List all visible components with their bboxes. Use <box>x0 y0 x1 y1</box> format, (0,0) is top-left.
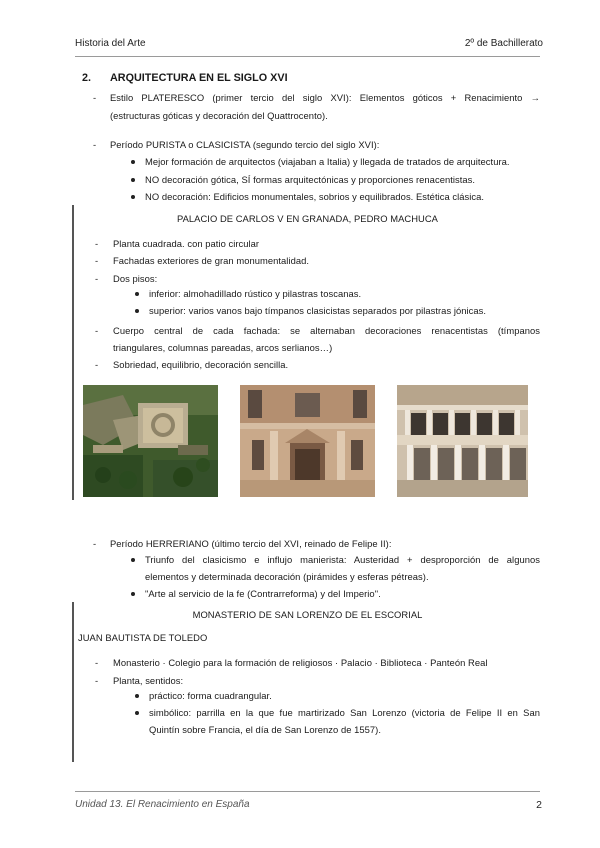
aerial-view-image <box>83 385 218 497</box>
escorial-item-2: Planta, sentidos: <box>113 675 184 686</box>
herreriano-b1-line1: Triunfo del clasicismo e influjo manierista: Austeridad + desproporción de algunos <box>145 554 540 565</box>
planta-simbolico-line2: Quintín sobre Francia, el día de San Lorenzo de 1557). <box>149 724 382 735</box>
footer-unit: Unidad 13. El Renacimiento en España <box>75 799 250 810</box>
dash-marker: - <box>93 139 97 150</box>
palacio-item-3: Dos pisos: <box>113 273 158 284</box>
dash-marker: - <box>95 238 99 249</box>
piso-inferior: inferior: almohadillado rústico y pilastras toscanas. <box>149 288 362 299</box>
dash-marker: - <box>95 325 99 336</box>
bullet-icon <box>135 711 139 715</box>
escorial-item-1: Monasterio · Colegio para la formación de religiosos · Palacio · Biblioteca · Panteón Real <box>113 657 488 668</box>
palacio-sobriedad: Sobriedad, equilibrio, decoración sencilla. <box>113 359 289 370</box>
header-rule <box>75 56 540 57</box>
dash-marker: - <box>95 359 99 370</box>
palacio-item-1: Planta cuadrada. con patio circular <box>113 238 260 249</box>
escorial-author: JUAN BAUTISTA DE TOLEDO <box>78 632 208 643</box>
piso-superior: superior: varios vanos bajo tímpanos clasicistas separados por pilastras jónicas. <box>149 305 487 316</box>
cuerpo-line2: triangulares, columnas pareadas, arcos serlianos…) <box>113 342 333 353</box>
plateresco-line2: (estructuras góticas y decoración del Quattrocento). <box>110 110 328 121</box>
dash-marker: - <box>95 273 99 284</box>
bullet-icon <box>131 160 135 164</box>
dash-marker: - <box>95 255 99 266</box>
cuerpo-line1: Cuerpo central de cada fachada: se alternaban decoraciones renacentistas (tímpanos <box>113 325 540 336</box>
footer-rule <box>75 791 540 792</box>
bullet-icon <box>131 592 135 596</box>
herreriano-b1-line2: elementos y determinada decoración (pirámides y esferas pétreas). <box>145 571 429 582</box>
herreriano-b2: "Arte al servicio de la fe (Contrarreforma) y del Imperio". <box>145 588 381 599</box>
palacio-item-2: Fachadas exteriores de gran monumentalidad. <box>113 255 310 266</box>
dash-marker: - <box>95 675 99 686</box>
herreriano-heading: Período HERRERIANO (último tercio del XVI, reinado de Felipe II): <box>110 538 392 549</box>
page-number: 2 <box>536 799 542 811</box>
plateresco-line1: Estilo PLATERESCO (primer tercio del siglo XVI): Elementos góticos + Renacimiento → <box>110 92 540 103</box>
planta-simbolico-line1: simbólico: parrilla en la que fue martirizado San Lorenzo (victoria de Felipe II en San <box>149 707 540 718</box>
facade-image <box>240 385 375 497</box>
section-number: 2. <box>82 72 92 84</box>
purista-bullet-1: Mejor formación de arquitectos (viajaban a Italia) y llegada de tratados de arquitectura. <box>145 156 510 167</box>
purista-bullet-2: NO decoración gótica, SÍ formas arquitectónicas y proporciones renacentistas. <box>145 174 476 185</box>
bullet-icon <box>135 694 139 698</box>
bullet-icon <box>131 558 135 562</box>
bullet-icon <box>135 292 139 296</box>
planta-practico: práctico: forma cuadrangular. <box>149 690 272 701</box>
margin-bar <box>72 602 74 762</box>
header-subject: Historia del Arte <box>75 38 146 49</box>
bullet-icon <box>131 195 135 199</box>
bullet-icon <box>131 178 135 182</box>
dash-marker: - <box>95 657 99 668</box>
header-course: 2º de Bachillerato <box>464 38 543 49</box>
dash-marker: - <box>93 538 97 549</box>
courtyard-image <box>397 385 528 497</box>
dash-marker: - <box>93 92 97 103</box>
escorial-title: MONASTERIO DE SAN LORENZO DE EL ESCORIAL <box>192 609 423 620</box>
margin-bar <box>72 205 74 500</box>
purista-heading: Período PURISTA o CLASICISTA (segundo tercio del siglo XVI): <box>110 139 380 150</box>
bullet-icon <box>135 309 139 313</box>
palacio-title: PALACIO DE CARLOS V EN GRANADA, PEDRO MACHUCA <box>177 213 438 224</box>
section-title: ARQUITECTURA EN EL SIGLO XVI <box>110 72 288 84</box>
purista-bullet-3: NO decoración: Edificios monumentales, sobrios y equilibrados. Estética clásica. <box>145 191 485 202</box>
